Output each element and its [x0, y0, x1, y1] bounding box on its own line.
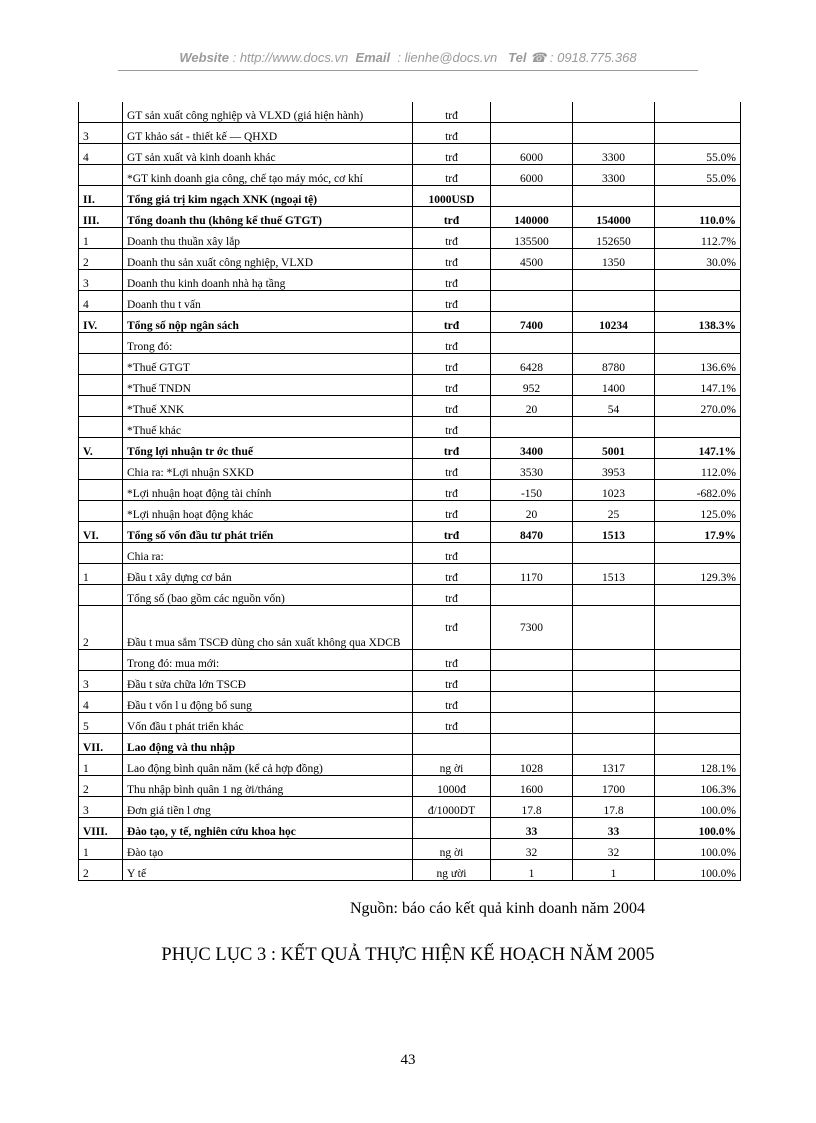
table-row — [79, 860, 741, 881]
results-table — [78, 102, 741, 881]
table-row — [79, 564, 741, 585]
row-number: 5 — [79, 713, 123, 734]
row-percent: -682.0% — [655, 480, 741, 501]
table-row — [79, 501, 741, 522]
row-actual-value — [573, 186, 655, 207]
row-actual-value: 25 — [573, 501, 655, 522]
row-percent — [655, 606, 741, 650]
table-row — [79, 438, 741, 459]
row-unit — [413, 818, 491, 839]
row-item: Vốn đầu t phát triển khác — [123, 713, 413, 734]
table-row — [79, 102, 741, 123]
row-actual-value — [573, 543, 655, 564]
table-row — [79, 606, 741, 650]
row-plan-value — [491, 186, 573, 207]
row-unit — [413, 734, 491, 755]
row-percent: 147.1% — [655, 438, 741, 459]
row-plan-value: 3530 — [491, 459, 573, 480]
row-plan-value — [491, 734, 573, 755]
row-number: V. — [79, 438, 123, 459]
row-actual-value: 1400 — [573, 375, 655, 396]
row-unit: trđ — [413, 333, 491, 354]
row-item: *Lợi nhuận hoạt động khác — [123, 501, 413, 522]
row-unit: trđ — [413, 606, 491, 650]
website-label: Website — [179, 50, 229, 65]
row-percent: 30.0% — [655, 249, 741, 270]
row-item: Trong đó: — [123, 333, 413, 354]
row-unit: ng ười — [413, 860, 491, 881]
row-percent: 129.3% — [655, 564, 741, 585]
table-row — [79, 776, 741, 797]
row-item: Đào tạo, y tế, nghiên cứu khoa học — [123, 818, 413, 839]
appendix-title: PHỤC LỤC 3 : KẾT QUẢ THỰC HIỆN KẾ HOẠCH NĂM 2005 — [161, 945, 655, 965]
row-plan-value: 7400 — [491, 312, 573, 333]
row-item: Đầu t mua sắm TSCĐ dùng cho sản xuất không qua XDCB — [123, 606, 413, 650]
row-unit: trđ — [413, 671, 491, 692]
row-unit: trđ — [413, 354, 491, 375]
results-table-body — [79, 102, 741, 881]
row-unit: trđ — [413, 375, 491, 396]
row-plan-value: 32 — [491, 839, 573, 860]
row-actual-value — [573, 585, 655, 606]
row-actual-value — [573, 734, 655, 755]
row-unit: trđ — [413, 312, 491, 333]
row-plan-value: 6000 — [491, 144, 573, 165]
row-percent — [655, 417, 741, 438]
row-plan-value — [491, 543, 573, 564]
row-number: III. — [79, 207, 123, 228]
row-plan-value: 8470 — [491, 522, 573, 543]
row-plan-value: 3400 — [491, 438, 573, 459]
row-unit: trđ — [413, 144, 491, 165]
row-actual-value: 54 — [573, 396, 655, 417]
row-item: Đầu t sửa chữa lớn TSCĐ — [123, 671, 413, 692]
row-actual-value: 32 — [573, 839, 655, 860]
row-unit: trđ — [413, 207, 491, 228]
row-number: 2 — [79, 860, 123, 881]
row-actual-value: 3300 — [573, 144, 655, 165]
row-actual-value: 152650 — [573, 228, 655, 249]
row-item: Đầu t vốn l u động bổ sung — [123, 692, 413, 713]
table-row — [79, 480, 741, 501]
row-percent: 112.7% — [655, 228, 741, 249]
row-actual-value: 154000 — [573, 207, 655, 228]
row-percent — [655, 713, 741, 734]
table-row — [79, 734, 741, 755]
row-actual-value: 10234 — [573, 312, 655, 333]
row-number — [79, 102, 123, 123]
row-percent — [655, 650, 741, 671]
row-unit: 1000USD — [413, 186, 491, 207]
row-item: Doanh thu sản xuất công nghiệp, VLXD — [123, 249, 413, 270]
row-plan-value — [491, 270, 573, 291]
row-plan-value — [491, 333, 573, 354]
table-row — [79, 396, 741, 417]
row-percent: 100.0% — [655, 839, 741, 860]
table-row — [79, 713, 741, 734]
row-unit: trđ — [413, 102, 491, 123]
row-actual-value: 33 — [573, 818, 655, 839]
row-plan-value — [491, 102, 573, 123]
row-number — [79, 501, 123, 522]
page-header — [0, 50, 816, 66]
row-actual-value: 8780 — [573, 354, 655, 375]
row-percent: 136.6% — [655, 354, 741, 375]
row-item: *Thuế XNK — [123, 396, 413, 417]
row-percent: 55.0% — [655, 165, 741, 186]
table-row — [79, 144, 741, 165]
row-number — [79, 480, 123, 501]
row-number: 1 — [79, 755, 123, 776]
row-unit: trđ — [413, 438, 491, 459]
row-unit: trđ — [413, 480, 491, 501]
row-plan-value: 33 — [491, 818, 573, 839]
row-plan-value — [491, 692, 573, 713]
row-item: Tổng doanh thu (không kể thuế GTGT) — [123, 207, 413, 228]
row-actual-value: 1 — [573, 860, 655, 881]
row-number: 3 — [79, 270, 123, 291]
table-row — [79, 165, 741, 186]
row-actual-value: 1023 — [573, 480, 655, 501]
source-note: Nguồn: báo cáo kết quả kinh doanh năm 2004 — [350, 900, 646, 917]
row-item: Tổng số nộp ngân sách — [123, 312, 413, 333]
row-plan-value: 1170 — [491, 564, 573, 585]
row-plan-value: 7300 — [491, 606, 573, 650]
website-value: : http://www.docs.vn — [232, 50, 349, 65]
table-row — [79, 270, 741, 291]
row-number: 4 — [79, 692, 123, 713]
row-percent: 110.0% — [655, 207, 741, 228]
row-number: VIII. — [79, 818, 123, 839]
row-unit: trđ — [413, 165, 491, 186]
row-plan-value: 1600 — [491, 776, 573, 797]
row-percent — [655, 671, 741, 692]
tel-value: ☎ : 0918.775.368 — [530, 50, 637, 65]
row-number: II. — [79, 186, 123, 207]
row-number — [79, 417, 123, 438]
table-row — [79, 797, 741, 818]
row-plan-value: 17.8 — [491, 797, 573, 818]
row-plan-value: 20 — [491, 501, 573, 522]
row-actual-value — [573, 102, 655, 123]
row-percent: 17.9% — [655, 522, 741, 543]
row-number: 3 — [79, 797, 123, 818]
row-actual-value — [573, 123, 655, 144]
row-actual-value — [573, 671, 655, 692]
row-item: Doanh thu thuần xây lắp — [123, 228, 413, 249]
row-actual-value — [573, 417, 655, 438]
row-unit: trđ — [413, 692, 491, 713]
row-number: VII. — [79, 734, 123, 755]
row-item: Trong đó: mua mới: — [123, 650, 413, 671]
table-row — [79, 354, 741, 375]
table-row — [79, 123, 741, 144]
row-item: Doanh thu t vấn — [123, 291, 413, 312]
row-plan-value — [491, 650, 573, 671]
row-item: Thu nhập bình quân 1 ng ời/tháng — [123, 776, 413, 797]
row-number: VI. — [79, 522, 123, 543]
table-row — [79, 186, 741, 207]
row-item: *Lợi nhuận hoạt động tài chính — [123, 480, 413, 501]
row-number: 2 — [79, 249, 123, 270]
table-row — [79, 543, 741, 564]
row-percent — [655, 692, 741, 713]
row-plan-value — [491, 585, 573, 606]
row-number — [79, 165, 123, 186]
row-unit: trđ — [413, 459, 491, 480]
row-plan-value — [491, 417, 573, 438]
row-number — [79, 543, 123, 564]
row-unit: trđ — [413, 270, 491, 291]
row-actual-value: 1700 — [573, 776, 655, 797]
table-row — [79, 375, 741, 396]
table-row — [79, 522, 741, 543]
table-row — [79, 692, 741, 713]
row-unit: trđ — [413, 249, 491, 270]
row-actual-value — [573, 291, 655, 312]
row-unit: 1000đ — [413, 776, 491, 797]
page-number: 43 — [400, 1052, 416, 1068]
table-row — [79, 839, 741, 860]
row-item: Doanh thu kinh doanh nhà hạ tầng — [123, 270, 413, 291]
row-actual-value: 1513 — [573, 564, 655, 585]
row-percent — [655, 333, 741, 354]
email-value: : lienhe@docs.vn — [397, 50, 498, 65]
row-unit: trđ — [413, 417, 491, 438]
row-number — [79, 375, 123, 396]
row-item: GT sản xuất công nghiệp và VLXD (giá hiện hành) — [123, 102, 413, 123]
row-plan-value: 20 — [491, 396, 573, 417]
row-percent: 55.0% — [655, 144, 741, 165]
row-item: Đào tạo — [123, 839, 413, 860]
row-unit: trđ — [413, 291, 491, 312]
table-row — [79, 312, 741, 333]
email-label: Email — [355, 50, 391, 65]
row-percent: 112.0% — [655, 459, 741, 480]
row-number — [79, 396, 123, 417]
row-number — [79, 650, 123, 671]
row-plan-value: -150 — [491, 480, 573, 501]
row-actual-value — [573, 650, 655, 671]
row-plan-value — [491, 291, 573, 312]
row-item: *Thuế GTGT — [123, 354, 413, 375]
row-item: Tổng lợi nhuận tr ớc thuế — [123, 438, 413, 459]
row-percent: 270.0% — [655, 396, 741, 417]
row-item: Tổng số (bao gồm các nguồn vốn) — [123, 585, 413, 606]
row-unit: đ/1000DT — [413, 797, 491, 818]
table-row — [79, 333, 741, 354]
row-item: Lao động bình quân năm (kể cả hợp đồng) — [123, 755, 413, 776]
row-percent: 100.0% — [655, 797, 741, 818]
row-number: 1 — [79, 228, 123, 249]
table-row — [79, 228, 741, 249]
row-percent: 106.3% — [655, 776, 741, 797]
row-percent — [655, 734, 741, 755]
row-plan-value: 4500 — [491, 249, 573, 270]
row-plan-value: 1028 — [491, 755, 573, 776]
row-number: 1 — [79, 839, 123, 860]
row-percent — [655, 270, 741, 291]
row-unit: trđ — [413, 501, 491, 522]
row-actual-value — [573, 333, 655, 354]
table-row — [79, 671, 741, 692]
row-number: 3 — [79, 671, 123, 692]
row-actual-value — [573, 270, 655, 291]
row-actual-value: 1317 — [573, 755, 655, 776]
row-item: Đầu t xây dựng cơ bản — [123, 564, 413, 585]
row-actual-value: 3300 — [573, 165, 655, 186]
table-row — [79, 585, 741, 606]
row-item: GT khảo sát - thiết kế — QHXD — [123, 123, 413, 144]
row-number: 3 — [79, 123, 123, 144]
row-actual-value: 17.8 — [573, 797, 655, 818]
row-item: Tổng giá trị kim ngạch XNK (ngoại tệ) — [123, 186, 413, 207]
row-percent: 138.3% — [655, 312, 741, 333]
row-plan-value: 6428 — [491, 354, 573, 375]
row-plan-value — [491, 671, 573, 692]
row-plan-value: 140000 — [491, 207, 573, 228]
row-unit: trđ — [413, 543, 491, 564]
row-actual-value: 1513 — [573, 522, 655, 543]
row-actual-value: 1350 — [573, 249, 655, 270]
row-unit: ng ời — [413, 839, 491, 860]
row-number: 1 — [79, 564, 123, 585]
row-item: GT sản xuất và kinh doanh khác — [123, 144, 413, 165]
row-number: 2 — [79, 606, 123, 650]
row-percent — [655, 123, 741, 144]
row-plan-value — [491, 123, 573, 144]
row-unit: trđ — [413, 228, 491, 249]
row-unit: ng ời — [413, 755, 491, 776]
row-plan-value: 1 — [491, 860, 573, 881]
row-percent: 128.1% — [655, 755, 741, 776]
row-item: Tổng số vốn đầu tư phát triển — [123, 522, 413, 543]
row-number: 4 — [79, 291, 123, 312]
row-unit: trđ — [413, 522, 491, 543]
row-actual-value — [573, 692, 655, 713]
table-row — [79, 459, 741, 480]
row-item: Chia ra: *Lợi nhuận SXKD — [123, 459, 413, 480]
row-number: 2 — [79, 776, 123, 797]
row-item: Lao động và thu nhập — [123, 734, 413, 755]
row-item: *Thuế khác — [123, 417, 413, 438]
row-item: Y tế — [123, 860, 413, 881]
row-number — [79, 354, 123, 375]
row-percent: 100.0% — [655, 818, 741, 839]
row-number — [79, 585, 123, 606]
row-percent: 125.0% — [655, 501, 741, 522]
row-item: Đơn giá tiền l ơng — [123, 797, 413, 818]
row-plan-value: 6000 — [491, 165, 573, 186]
table-row — [79, 650, 741, 671]
row-actual-value: 3953 — [573, 459, 655, 480]
row-item: Chia ra: — [123, 543, 413, 564]
row-item: *Thuế TNDN — [123, 375, 413, 396]
row-number — [79, 459, 123, 480]
row-plan-value: 952 — [491, 375, 573, 396]
row-percent: 100.0% — [655, 860, 741, 881]
table-row — [79, 417, 741, 438]
header-divider — [118, 70, 698, 71]
row-number — [79, 333, 123, 354]
row-actual-value: 5001 — [573, 438, 655, 459]
row-percent: 147.1% — [655, 375, 741, 396]
row-unit: trđ — [413, 585, 491, 606]
row-actual-value — [573, 606, 655, 650]
row-plan-value — [491, 713, 573, 734]
row-percent — [655, 291, 741, 312]
table-row — [79, 291, 741, 312]
row-unit: trđ — [413, 650, 491, 671]
row-plan-value: 135500 — [491, 228, 573, 249]
row-unit: trđ — [413, 123, 491, 144]
row-percent — [655, 186, 741, 207]
row-unit: trđ — [413, 713, 491, 734]
row-number: 4 — [79, 144, 123, 165]
table-row — [79, 207, 741, 228]
row-percent — [655, 102, 741, 123]
row-percent — [655, 543, 741, 564]
row-unit: trđ — [413, 396, 491, 417]
tel-label: Tel — [508, 50, 527, 65]
row-unit: trđ — [413, 564, 491, 585]
row-item: *GT kinh doanh gia công, chế tạo máy móc, cơ khí — [123, 165, 413, 186]
row-number: IV. — [79, 312, 123, 333]
table-row — [79, 755, 741, 776]
table-row — [79, 818, 741, 839]
row-percent — [655, 585, 741, 606]
row-actual-value — [573, 713, 655, 734]
table-row — [79, 249, 741, 270]
